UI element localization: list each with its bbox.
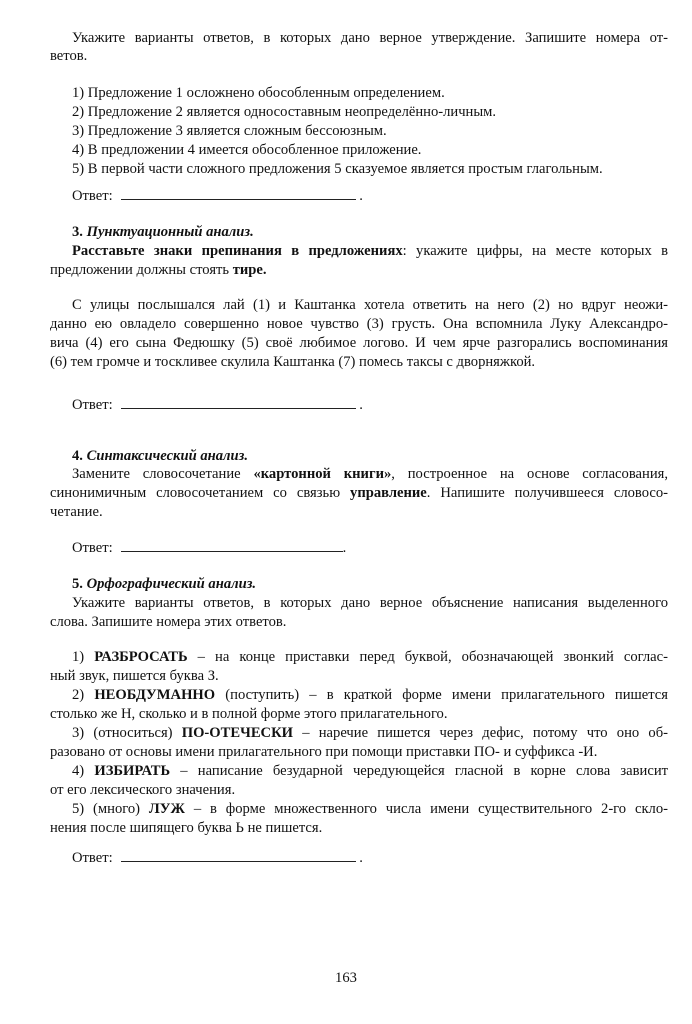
text-segment: 5) В первой части сложного предложения 5 сказуемое является простым глагольным. xyxy=(72,161,603,177)
text-line xyxy=(50,261,668,280)
text-segment: четание. xyxy=(50,504,103,520)
text-line xyxy=(50,47,668,66)
text-segment: столько же Н, сколько и в полной форме этого прилагательного. xyxy=(50,706,448,722)
text-line xyxy=(72,594,668,613)
text-segment: 3) Предложение 3 является сложным бессоюзным. xyxy=(72,123,387,139)
text-line xyxy=(72,84,668,103)
text-segment: 3) (относиться) xyxy=(72,725,182,741)
text-line xyxy=(50,781,668,800)
text-line xyxy=(72,686,668,705)
text-line xyxy=(50,353,668,372)
text-segment: 5) (много) xyxy=(72,801,149,817)
emphasized-text: 5. xyxy=(72,576,87,592)
emphasized-text: Синтаксический анализ. xyxy=(86,448,248,464)
text-segment: – наречие пишется через дефис, потому что оно об- xyxy=(293,725,668,741)
emphasized-text: ИЗБИРАТЬ xyxy=(94,763,171,779)
text-segment: . Напишите получившееся словосо- xyxy=(426,485,668,501)
emphasized-text: НЕОБДУМАННО xyxy=(94,687,216,703)
text-segment: Замените словосочетание xyxy=(72,466,254,482)
emphasized-text: ПО-ОТЕЧЕСКИ xyxy=(181,725,294,741)
emphasized-text: управление xyxy=(350,485,427,501)
text-line xyxy=(50,743,668,762)
answer-label: Ответ: xyxy=(72,397,113,413)
text-line xyxy=(50,819,668,838)
text-segment: С улицы послышался лай (1) и Каштанка хотела ответить на него (2) но вдруг неожи- xyxy=(72,297,668,313)
text-line xyxy=(50,613,668,632)
answer-blank[interactable] xyxy=(121,187,356,200)
emphasized-text: тире. xyxy=(232,262,267,278)
answer-blank[interactable] xyxy=(121,396,356,409)
text-line xyxy=(72,122,668,141)
emphasized-text: 4. xyxy=(72,448,87,464)
text-segment: : укажите цифры, на месте которых в xyxy=(402,243,668,259)
text-segment: 1) Предложение 1 осложнено обособленным определением. xyxy=(72,85,445,101)
text-segment: (поступить) – в краткой форме имени прилагательного пишется xyxy=(215,687,668,703)
text-line xyxy=(72,296,668,315)
emphasized-text: ЛУЖ xyxy=(148,801,185,817)
text-line xyxy=(72,29,668,48)
answer-label: Ответ: xyxy=(72,188,113,204)
text-line xyxy=(50,705,668,724)
text-segment: вича (4) его сына Федюшку (5) своё любимое логово. И чем ярче разгорались воспоминания xyxy=(50,335,668,351)
text-segment: 2) xyxy=(72,687,95,703)
text-segment: синонимичным словосочетанием со связью xyxy=(50,485,351,501)
text-line xyxy=(72,223,668,242)
text-line xyxy=(72,800,668,819)
text-line xyxy=(50,667,668,686)
text-line xyxy=(72,648,668,667)
text-segment: 2) Предложение 2 является односоставным неопределённо-личным. xyxy=(72,104,497,120)
emphasized-text: РАЗБРОСАТЬ xyxy=(94,649,188,665)
answer-period: . xyxy=(359,397,363,413)
text-line xyxy=(72,447,668,466)
text-line xyxy=(72,575,668,594)
answer-blank[interactable] xyxy=(121,849,356,862)
text-segment: (6) тем громче и тоскливее скулила Каштанка (7) помесь таксы с дворняжкой. xyxy=(50,354,536,370)
text-segment: от его лексического значения. xyxy=(50,782,236,798)
answer-line-5 xyxy=(72,849,363,868)
text-segment: Укажите варианты ответов, в которых дано верное объяснение написания выделенного xyxy=(72,595,668,611)
text-segment: 1) xyxy=(72,649,95,665)
answer-line-4 xyxy=(72,539,346,558)
text-segment: данно ею овладело совершенно новое чувство (3) грусть. Она вспомнила Луку Александро- xyxy=(50,316,668,332)
answer-period: . xyxy=(342,540,347,556)
answer-blank[interactable] xyxy=(121,539,343,552)
answer-label: Ответ: xyxy=(72,850,113,866)
text-line xyxy=(50,503,668,522)
emphasized-text: Орфографический анализ. xyxy=(86,576,257,592)
text-segment: 4) xyxy=(72,763,95,779)
answer-period: . xyxy=(359,188,363,204)
text-segment: предложении должны стоять xyxy=(50,262,233,278)
text-line xyxy=(72,242,668,261)
answer-period: . xyxy=(359,850,363,866)
text-segment: Укажите варианты ответов, в которых дано верное утверждение. Запишите номера от- xyxy=(72,30,668,46)
text-segment: ветов. xyxy=(50,48,88,64)
text-line xyxy=(72,141,668,160)
text-line xyxy=(72,762,668,781)
text-line xyxy=(50,334,668,353)
text-segment: нения после шипящего буква Ь не пишется. xyxy=(50,820,323,836)
text-segment: – написание безударной чередующейся гласной в корне слова зависит xyxy=(170,763,668,779)
text-line xyxy=(50,315,668,334)
text-segment: , построенное на основе согласования, xyxy=(391,466,668,482)
text-line xyxy=(72,724,668,743)
text-line xyxy=(72,103,668,122)
answer-line-2 xyxy=(72,187,363,206)
answer-line-3 xyxy=(72,396,363,415)
emphasized-text: «картонной книги» xyxy=(253,466,392,482)
text-line xyxy=(50,484,668,503)
page-number: 163 xyxy=(335,970,357,986)
text-line xyxy=(72,160,668,179)
text-segment: – в форме множественного числа имени существительного 2-го скло- xyxy=(184,801,668,817)
answer-label: Ответ: xyxy=(72,540,113,556)
text-segment: 4) В предложении 4 имеется обособленное приложение. xyxy=(72,142,422,158)
text-segment: ный звук, пишется буква З. xyxy=(50,668,219,684)
text-line xyxy=(72,465,668,484)
text-segment: слова. Запишите номера этих ответов. xyxy=(50,614,287,630)
emphasized-text: Пунктуационный анализ. xyxy=(86,224,254,240)
emphasized-text: 3. xyxy=(72,224,87,240)
emphasized-text: Расставьте знаки препинания в предложениях xyxy=(72,243,403,259)
text-segment: разовано от основы имени прилагательного при помощи приставки ПО- и суффикса -И. xyxy=(50,744,598,760)
text-segment: – на конце приставки перед буквой, обозначающей звонкий соглас- xyxy=(187,649,668,665)
